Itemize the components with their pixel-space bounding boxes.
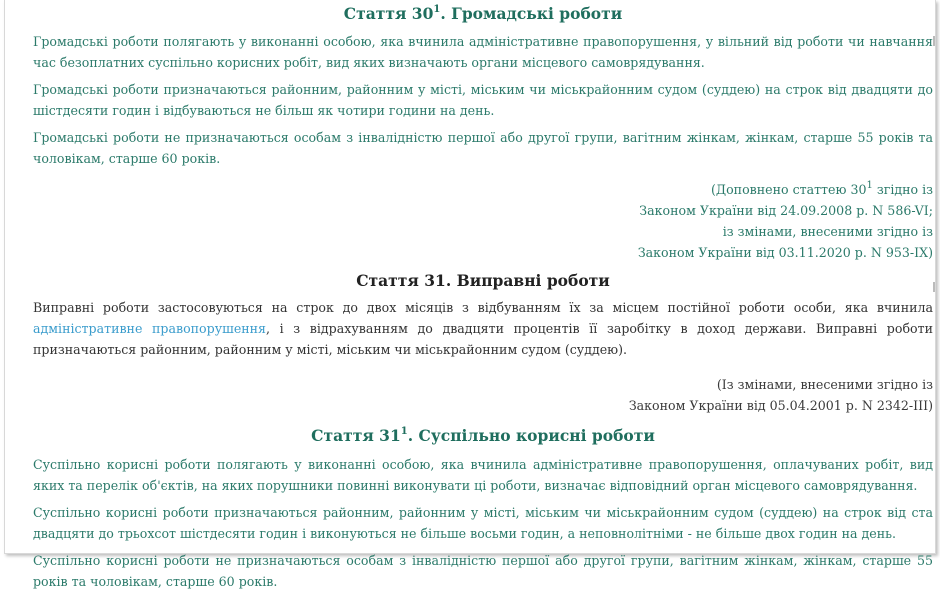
- article-30-1-paragraph-3: Громадські роботи не призначаються особам з інвалідністю першої або другої групи, вагітним жінкам, жінкам, старше 55 років та чоловікам, старше 60 років.: [33, 130, 933, 166]
- administrative-offense-link[interactable]: адміністративне правопорушення: [33, 321, 266, 336]
- article-30-1-title: Стаття $30^1$. Громадські роботи: [343, 3, 623, 23]
- article-31-1-paragraph-3: Суспільно корисні роботи не призначаються особам з інвалідністю першої або другої групи, вагітним жінкам, жінкам, старше 55 років та чоловікам, старше 60 років.: [33, 553, 933, 589]
- article-31-1-title: Стаття $31^1$. Суспільно корисні роботи: [311, 425, 655, 445]
- article-31-paragraph-1: Виправні роботи застосовуються на строк до двох місяців з відбуванням їх за місцем постійної роботи особи, яка вчинила адміністративне правопорушення, і з відрахуванням до двадцяти процентів її заробітку в доход держави. Виправні роботи призначаються районним, районним у місті, міським чи міськрайонним судом (суддею).: [33, 300, 933, 357]
- document-content: [33, 0, 933, 592]
- article-31-1-paragraph-2: Суспільно корисні роботи призначаються районним, районним у місті, міським чи міськрайонним судом (суддею) на строк від ста двадцяти до трьохсот шістдесяти годин і виконуються не більше восьми годин, а неповнолітніми - не більше двох годин на день.: [33, 505, 933, 541]
- article-31-1-paragraph-1: Суспільно корисні роботи полягають у виконанні особою, яка вчинила адміністративне правопорушення, оплачуваних робіт, вид яких та перелік об'єктів, на яких порушники повинні виконувати ці роботи, визначає відповідний орган місцевого самоврядування.: [33, 457, 933, 493]
- article-31-title: Стаття 31. Виправні роботи: [356, 271, 610, 290]
- article-30-1-amendment-note: (Доповнено статтею $30^1$ згідно із Законом України від 24.09.2008 р. N 586-VI; із змінами, внесеними згідно із Законом України від 03.11.2020 р. N 953-IX): [637, 179, 933, 260]
- article-31-amendment-note: (Із змінами, внесеними згідно із Законом України від 05.04.2001 р. N 2342-III): [628, 377, 933, 413]
- article-30-1-paragraph-1: Громадські роботи полягають у виконанні особою, яка вчинила адміністративне правопорушення, у вільний від роботи чи навчання час безоплатних суспільно корисних робіт, вид яких визначають органи місцевого самоврядування.: [33, 34, 933, 70]
- document-page: [4, 0, 936, 589]
- article-30-1-paragraph-2: Громадські роботи призначаються районним, районним у місті, міським чи міськрайонним судом (суддею) на строк від двадцяти до шістдесяти годин і відбуваються не більш як чотири години на день.: [33, 82, 933, 118]
